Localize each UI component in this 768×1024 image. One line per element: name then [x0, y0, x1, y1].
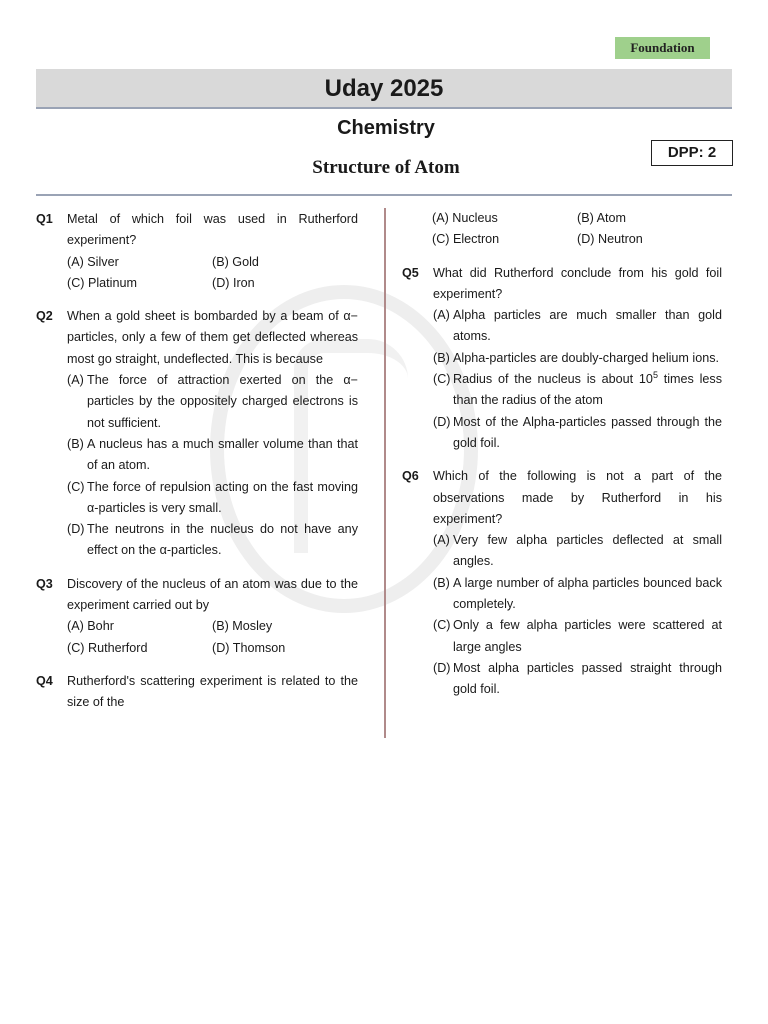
options [432, 208, 722, 251]
option-c [433, 369, 722, 412]
option-text: A nucleus has a much smaller volume than that of an atom. [87, 436, 358, 473]
question-number: Q2 [36, 309, 53, 324]
question-1 [36, 209, 358, 294]
option-label: (D) [67, 522, 85, 537]
option-text-end: times less than the radius of the atom [453, 372, 723, 408]
options [67, 616, 358, 659]
option-c [67, 477, 358, 520]
option-label: (B) [433, 575, 450, 590]
option-text: The force of attraction exerted on the α− particles by the oppositely charged electrons is not sufficient. [87, 373, 358, 430]
question-text: What did Rutherford conclude from his gold foil experiment? [433, 265, 722, 301]
options [67, 252, 358, 295]
page-title: Uday 2025 [36, 69, 732, 109]
question-3 [36, 574, 358, 659]
left-column [36, 209, 358, 726]
option-b: (B) Gold [212, 254, 259, 269]
option-text: Most of the Alpha-particles passed through the gold foil. [453, 414, 722, 450]
option-a [433, 305, 722, 348]
question-number: Q1 [36, 212, 53, 226]
option-text: Alpha-particles are doubly-charged helium ions. [453, 350, 720, 365]
option-label: (C) [433, 618, 451, 633]
question-number: Q3 [36, 576, 53, 591]
option-a [433, 530, 722, 573]
option-a: (A) Bohr [67, 619, 114, 634]
question-5 [402, 263, 722, 455]
question-4 [36, 671, 358, 714]
question-text: Which of the following is not a part of the observations made by Rutherford in his experiment? [433, 469, 722, 526]
header-divider [36, 194, 732, 196]
dpp-number-box: DPP: 2 [651, 140, 733, 166]
option-label: (A) [67, 373, 84, 388]
option-label: (A) [433, 533, 450, 548]
option-d [67, 519, 358, 562]
question-text: Rutherford's scattering experiment is related to the size of the [67, 673, 358, 710]
chapter-heading: Structure of Atom [312, 157, 460, 178]
option-label: (D) [433, 660, 451, 675]
question-4-options [402, 208, 722, 251]
option-a: (A) Silver [67, 254, 119, 269]
question-number: Q5 [402, 265, 419, 280]
foundation-badge: Foundation [615, 37, 710, 59]
option-d [433, 658, 722, 701]
option-c: (C) Rutherford [67, 640, 148, 655]
option-text: Alpha particles are much smaller than gold atoms. [453, 308, 722, 344]
option-d: (D) Thomson [212, 640, 286, 655]
question-text: Discovery of the nucleus of an atom was due to the experiment carried out by [67, 576, 358, 613]
option-d [433, 412, 722, 455]
option-b [67, 434, 358, 477]
option-label: (C) [433, 372, 451, 387]
option-c [433, 615, 722, 658]
option-text: Very few alpha particles deflected at small angles. [453, 533, 722, 569]
option-a [67, 370, 358, 434]
question-number: Q4 [36, 673, 53, 688]
options [67, 370, 358, 562]
option-c: (C) Electron [432, 232, 500, 247]
question-6 [402, 466, 722, 700]
option-text: The force of repulsion acting on the fast moving α-particles is very small. [87, 479, 358, 515]
option-label: (C) [67, 479, 85, 494]
option-a: (A) Nucleus [432, 211, 498, 225]
option-text-start: Radius of the nucleus is about 10 [453, 372, 653, 387]
option-label: (D) [433, 414, 451, 429]
question-text: Metal of which foil was used in Rutherford experiment? [67, 212, 358, 248]
option-text: Most alpha particles passed straight through gold foil. [453, 660, 722, 697]
option-label: (B) [67, 436, 84, 451]
right-column [402, 209, 722, 713]
exponent: 5 [652, 369, 658, 380]
question-number: Q6 [402, 469, 419, 484]
option-b: (B) Atom [577, 211, 626, 225]
option-d: (D) Neutron [577, 232, 643, 247]
option-b [433, 348, 722, 369]
option-text: A large number of alpha particles bounced back completely. [453, 575, 722, 612]
options [433, 530, 722, 700]
option-c: (C) Platinum [67, 275, 137, 290]
option-label: (B) [433, 350, 450, 365]
option-d: (D) Iron [212, 275, 255, 290]
option-text: The neutrons in the nucleus do not have any effect on the α-particles. [87, 522, 358, 558]
options [433, 305, 722, 454]
option-text: Only a few alpha particles were scattered at large angles [453, 618, 722, 654]
question-2 [36, 306, 358, 562]
option-label: (A) [433, 308, 450, 323]
option-b [433, 573, 722, 616]
column-divider [384, 208, 386, 738]
option-b: (B) Mosley [212, 619, 273, 634]
question-text: When a gold sheet is bombarded by a beam of α− particles, only a few of them get deflected whereas most go straight, undeflected. This is because [67, 309, 358, 366]
subject-heading: Chemistry [337, 117, 435, 139]
